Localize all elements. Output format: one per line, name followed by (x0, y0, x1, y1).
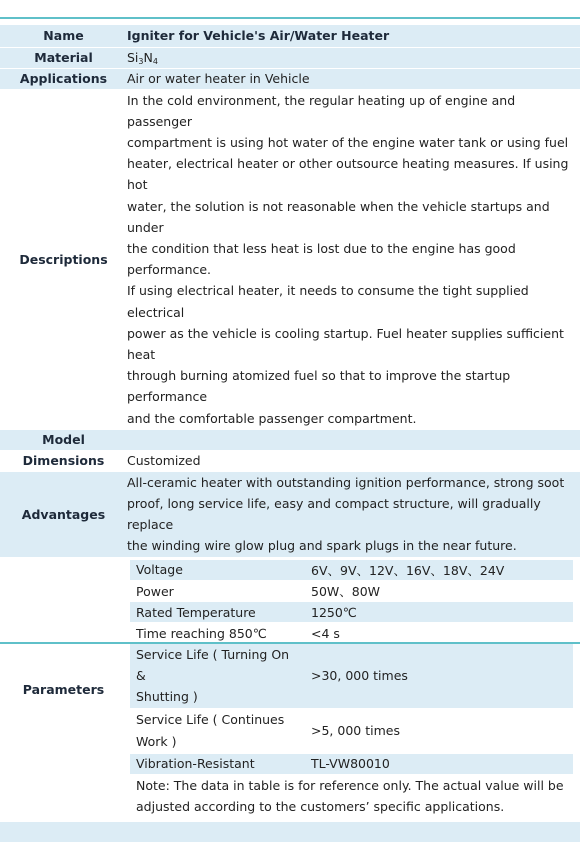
param-row (130, 602, 573, 623)
advantage-line: the winding wire glow plug and spark plugs in the near future. (127, 538, 517, 554)
parameters-table (130, 560, 573, 819)
param-name: Time reaching 850℃ (130, 623, 305, 644)
advantages-label: Advantages (0, 471, 127, 557)
param-name: Vibration-Resistant (130, 753, 305, 774)
applications-row (0, 68, 580, 89)
material-row (0, 47, 580, 68)
parameters-cell (127, 557, 580, 821)
name-value: Igniter for Vehicle's Air/Water Heater (127, 25, 580, 47)
param-name-line: Shutting ) (136, 689, 198, 705)
param-row (130, 753, 573, 774)
param-name-line: Service Life ( Continues (136, 712, 285, 728)
description-line: In the cold environment, the regular heating up of engine and passenger (127, 92, 516, 129)
descriptions-label: Descriptions (0, 89, 127, 429)
spec-table (0, 25, 580, 843)
description-line: If using electrical heater, it needs to consume the tight supplied electrical (127, 283, 529, 320)
top-rule (0, 17, 580, 19)
dimensions-label: Dimensions (0, 450, 127, 471)
param-row (130, 623, 573, 644)
param-name-line: Work ) (136, 733, 177, 749)
param-row (130, 708, 573, 753)
param-name (130, 708, 305, 753)
param-row (130, 560, 573, 581)
model-row (0, 429, 580, 450)
parameters-label: Parameters (0, 557, 127, 821)
material-label: Material (0, 47, 127, 68)
advantages-text (127, 471, 580, 557)
material-sub-3: 3 (138, 57, 144, 66)
model-value (127, 429, 580, 450)
dimensions-row (0, 450, 580, 471)
footer-cell-left (0, 821, 127, 842)
param-value: >5, 000 times (305, 708, 573, 753)
param-name (130, 644, 305, 709)
applications-value: Air or water heater in Vehicle (127, 68, 580, 89)
description-line: heater, electrical heater or other outsource heating measures. If using hot (127, 156, 569, 193)
param-name: Voltage (130, 560, 305, 581)
parameters-row (0, 557, 580, 821)
param-value: 50W、80W (305, 581, 573, 602)
param-value: 6V、9V、12V、16V、18V、24V (305, 560, 573, 581)
name-label: Name (0, 25, 127, 47)
parameters-note (130, 774, 573, 818)
param-value: <4 s (305, 623, 573, 644)
dimensions-value: Customized (127, 450, 580, 471)
model-label: Model (0, 429, 127, 450)
applications-label: Applications (0, 68, 127, 89)
param-row (130, 581, 573, 602)
description-line: and the comfortable passenger compartment. (127, 410, 417, 426)
description-line: compartment is using hot water of the engine water tank or using fuel (127, 134, 569, 150)
material-sub-4: 4 (152, 57, 158, 66)
param-name: Rated Temperature (130, 602, 305, 623)
description-line: the condition that less heat is lost due to the engine has good performance. (127, 240, 516, 278)
advantage-line: All-ceramic heater with outstanding ignition performance, strong soot (127, 474, 565, 490)
param-row (130, 644, 573, 709)
description-line: water, the solution is not reasonable when the vehicle startups and under (127, 198, 550, 235)
descriptions-text (127, 89, 580, 429)
name-row (0, 25, 580, 47)
material-n: N (143, 50, 153, 65)
param-name-line: Service Life ( Turning On & (136, 647, 290, 684)
material-si: Si (127, 50, 139, 65)
footer-cell-right (127, 821, 580, 842)
material-value (127, 47, 580, 68)
descriptions-row (0, 89, 580, 429)
param-name: Power (130, 581, 305, 602)
note-row (130, 774, 573, 818)
description-line: power as the vehicle is cooling startup. Fuel heater supplies sufficient heat (127, 325, 564, 362)
advantages-row (0, 471, 580, 557)
description-line: through burning atomized fuel so that to improve the startup performance (127, 368, 511, 405)
advantage-line: proof, long service life, easy and compact structure, will gradually replace (127, 495, 541, 533)
bottom-rule (0, 642, 580, 644)
note-line: Note: The data in table is for reference only. The actual value will be (136, 777, 564, 793)
note-line: adjusted according to the customers’ specific applications. (136, 799, 505, 815)
param-value: >30, 000 times (305, 644, 573, 709)
param-value: 1250℃ (305, 602, 573, 623)
param-value: TL-VW80010 (305, 753, 573, 774)
footer-row (0, 821, 580, 842)
